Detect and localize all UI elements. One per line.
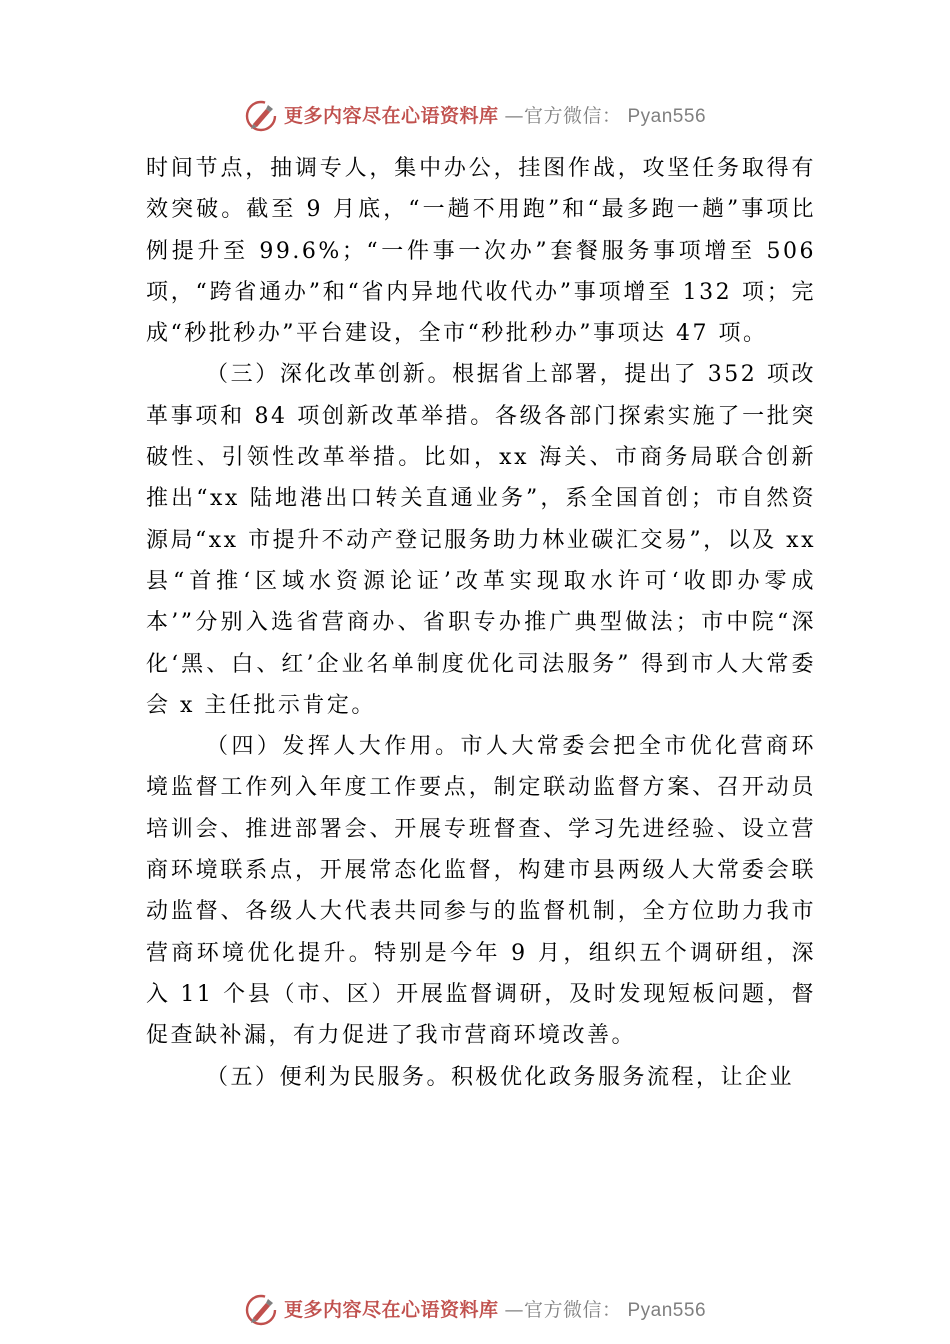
paragraph-npc-role: （四）发挥人大作用。市人大常委会把全市优化营商环境监督工作列入年度工作要点，制定联动监督方案、召开动员培训会、推进部署会、开展专班督查、学习先进经验、设立营商环境联系点，开展常态化监督，构建市县两级人大常委会联动监督、各级人大代表共同参与的监督机制，全方位助力我市营商环境优化提升。特别是今年 9 月，组织五个调研组，深入 11 个县（市、区）开展监督调研，及时发现短板问题，督促查缺补漏，有力促进了我市营商环境改善。: [146, 734, 816, 1049]
watermark-id-text: Pyan556: [627, 1299, 707, 1321]
paragraph-public-service: （五）便利为民服务。积极优化政务服务流程，让企业: [206, 1064, 795, 1090]
pen-logo-icon: [244, 1293, 278, 1327]
document-body: [146, 148, 816, 1098]
header-watermark: [0, 94, 950, 138]
watermark-lead-text: 更多内容尽在心语资料库: [283, 104, 499, 127]
watermark-rest-text: —官方微信：: [504, 1298, 622, 1321]
paragraph-reform-innovation: （三）深化改革创新。根据省上部署，提出了 352 项改革事项和 84 项创新改革举措。各级各部门探索实施了一批突破性、引领性改革举措。比如，xx 海关、市商务局联合创新推出“xx 陆地港出口转关直通业务”，系全国首创；市自然资源局“xx 市提升不动产登记服务助力林业碳汇交易”，以及 xx 县“首推‘区域水资源论证’改革实现取水许可‘收即办零成本’”分别入选省营商办、省职专办推广典型做法；市中院“深化‘黑、白、红’企业名单制度优化司法服务” 得到市人大常委会 x 主任批示肯定。: [146, 362, 816, 718]
pen-logo-icon: [244, 99, 278, 133]
watermark-id-text: Pyan556: [627, 105, 707, 127]
footer-watermark: [0, 1288, 950, 1332]
paragraph-continuation: 时间节点，抽调专人，集中办公，挂图作战，攻坚任务取得有效突破。截至 9 月底，“一趟不用跑”和“最多跑一趟”事项比例提升至 99.6%；“一件事一次办”套餐服务事项增至 506 项，“跨省通办”和“省内异地代收代办”事项增至 132 项；完成“秒批秒办”平台建设，全市“秒批秒办”事项达 47 项。: [146, 156, 816, 347]
watermark-rest-text: —官方微信：: [504, 104, 622, 127]
watermark-lead-text: 更多内容尽在心语资料库: [283, 1298, 499, 1321]
